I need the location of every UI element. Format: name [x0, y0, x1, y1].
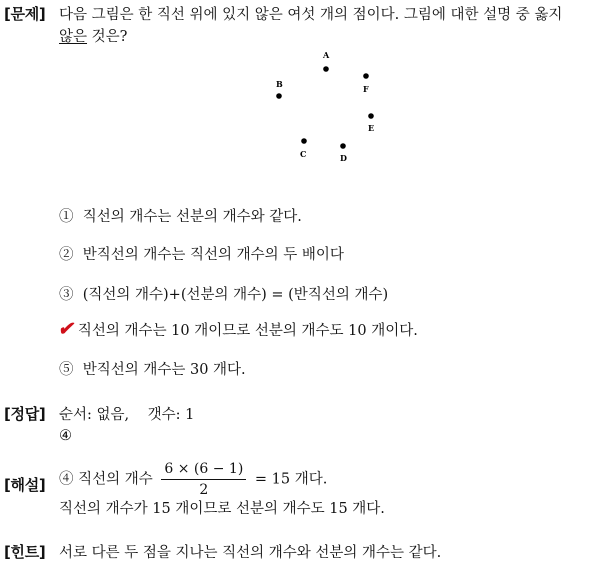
point-C-dot: [301, 138, 307, 144]
choice-1-marker: ①: [59, 209, 74, 225]
choice-1-text: 직선의 개수는 선분의 개수와 같다.: [82, 209, 302, 225]
point-D-label: D: [340, 153, 347, 163]
choice-5[interactable]: [59, 358, 246, 379]
explanation-label: [해설]: [4, 476, 46, 494]
answer-label: [정답]: [4, 405, 46, 423]
answer-line2: ④: [59, 428, 72, 444]
choice-4-text: 직선의 개수는 10 개이므로 선분의 개수도 10 개이다.: [77, 323, 418, 339]
choice-3-marker: ③: [59, 287, 74, 303]
explanation-suffix: = 15 개다.: [254, 471, 328, 488]
choice-5-text: 반직선의 개수는 30 개다.: [82, 362, 246, 378]
answer-line1: 순서: 없음, 갯수: 1: [59, 407, 195, 423]
point-A-dot: [323, 66, 329, 72]
point-B-label: B: [276, 79, 283, 89]
point-D: [340, 143, 347, 163]
problem-label: [문제]: [4, 5, 46, 23]
point-F-dot: [363, 73, 369, 79]
check-mark-icon: ✔: [56, 318, 78, 340]
choice-2[interactable]: [59, 243, 344, 264]
choice-5-marker: ⑤: [59, 362, 74, 378]
choice-3-text: (직선의 개수)+(선분의 개수) = (반직선의 개수): [82, 287, 389, 303]
point-E-label: E: [368, 123, 375, 133]
choice-3[interactable]: [59, 283, 388, 304]
fraction-numerator: 6 × (6 − 1): [161, 461, 246, 480]
hint-text: 서로 다른 두 점을 지나는 직선의 개수와 선분의 개수는 같다.: [59, 545, 442, 561]
point-A-label: A: [323, 50, 330, 60]
point-B-dot: [276, 93, 282, 99]
point-A: [322, 50, 330, 72]
explanation-line1: [59, 461, 327, 498]
choice-2-marker: ②: [59, 247, 74, 263]
explanation-line2: 직선의 개수가 15 개이므로 선분의 개수도 15 개다.: [59, 501, 385, 517]
choice-1[interactable]: [59, 205, 302, 226]
underlined-word: 않은: [59, 29, 88, 45]
fraction: [161, 461, 246, 498]
point-B: [276, 79, 283, 99]
problem-text-rest: 것은?: [87, 29, 128, 45]
point-C: [300, 138, 307, 159]
point-C-label: C: [300, 149, 307, 159]
explanation-prefix: ④ 직선의 개수: [59, 471, 153, 488]
problem-text-line1: 다음 그림은 한 직선 위에 있지 않은 여섯 개의 점이다. 그림에 대한 설명 중 옳지: [59, 7, 563, 23]
fraction-denominator: 2: [199, 482, 209, 498]
choice-2-text: 반직선의 개수는 직선의 개수의 두 배이다: [82, 247, 344, 263]
point-E: [368, 113, 374, 133]
hint-label: [힌트]: [4, 543, 46, 561]
point-F: [363, 73, 369, 94]
choice-4[interactable]: [56, 318, 418, 340]
point-E-dot: [368, 113, 374, 119]
point-D-dot: [340, 143, 346, 149]
point-F-label: F: [363, 84, 369, 94]
